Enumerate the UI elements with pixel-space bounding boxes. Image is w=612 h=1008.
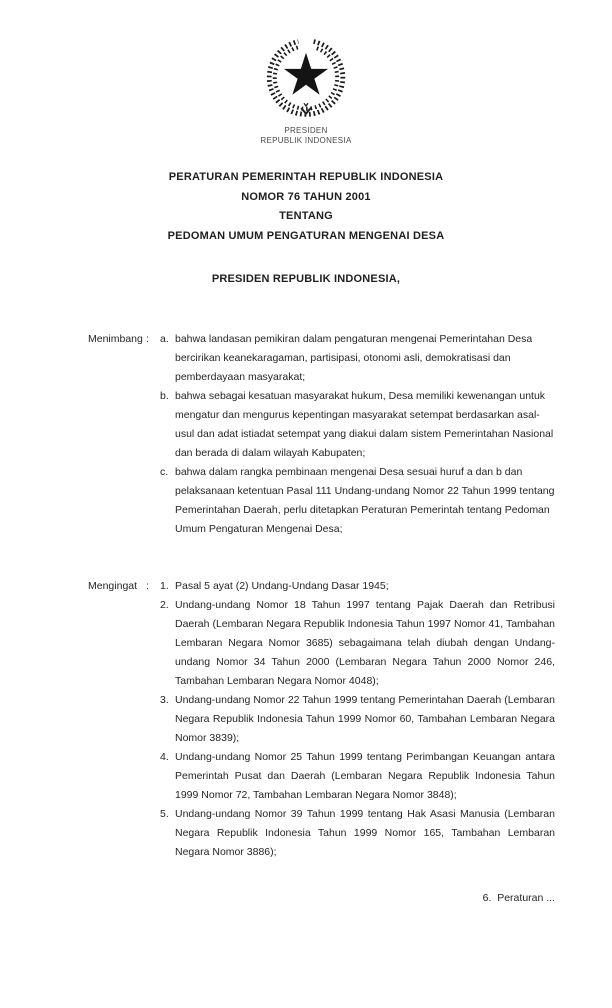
item-text: Undang-undang Nomor 22 Tahun 1999 tentang Pemerintahan Daerah (Lembaran Negara Republik Indonesia Tahun 1999 Nomor 60, Tambahan Lembaran Negara Nomor 3839); xyxy=(175,694,555,744)
mengingat-label: Mengingat xyxy=(88,580,138,592)
mengingat-items xyxy=(160,577,555,862)
title-line-peraturan: PERATURAN PEMERINTAH REPUBLIK INDONESIA xyxy=(168,171,444,183)
page-catchword: 6. Peraturan ... xyxy=(482,892,555,904)
title-block xyxy=(0,168,612,246)
mengingat-separator: : xyxy=(146,580,149,592)
menimbang-separator: : xyxy=(146,333,149,345)
seal-caption-republik-indonesia: REPUBLIK INDONESIA xyxy=(260,136,352,145)
item-marker: 2. xyxy=(160,599,169,611)
item-marker: 3. xyxy=(160,694,169,706)
list-item xyxy=(160,577,555,596)
item-text: bahwa landasan pemikiran dalam pengaturan mengenai Pemerintahan Desa bercirikan keanekaragaman, partisipasi, otonomi asli, demokratisasi dan pemberdayaan masyarakat; xyxy=(175,333,533,383)
list-item xyxy=(160,805,555,862)
star-wreath-presidential-seal-icon xyxy=(258,28,354,124)
list-item xyxy=(160,330,555,387)
item-text: Undang-undang Nomor 25 Tahun 1999 tentang Perimbangan Keuangan antara Pemerintah Pusat dan Daerah (Lembaran Negara Republik Indonesia Tahun 1999 Nomor 72, Tambahan Lembaran Negara Nomor 3848); xyxy=(175,751,555,801)
item-marker: 1. xyxy=(160,580,169,592)
salutation: PRESIDEN REPUBLIK INDONESIA, xyxy=(211,273,401,285)
title-line-nomor: NOMOR 76 TAHUN 2001 xyxy=(241,190,371,203)
list-item xyxy=(160,387,555,463)
item-marker: 5. xyxy=(160,808,169,820)
item-text: Undang-undang Nomor 39 Tahun 1999 tentang Hak Asasi Manusia (Lembaran Negara Republik Indonesia Tahun 1999 Nomor 165, Tambahan Lembaran Negara Nomor 3886); xyxy=(175,808,555,858)
item-marker: c. xyxy=(160,466,169,478)
seal-header xyxy=(0,28,612,146)
item-marker: b. xyxy=(160,390,169,402)
item-marker: a. xyxy=(160,333,169,345)
section-menimbang xyxy=(0,330,612,539)
title-line-tentang: TENTANG xyxy=(279,210,333,222)
title-line-pedoman: PEDOMAN UMUM PENGATURAN MENGENAI DESA xyxy=(167,229,445,242)
item-text: bahwa sebagai kesatuan masyarakat hukum, Desa memiliki kewenangan untuk mengatur dan mengurus kepentingan masyarakat setempat berdasarkan asal-usul dan adat istiadat setempat yang diakui dalam sistem Pemerintahan Nasional dan berada di dalam wilayah Kabupaten; xyxy=(175,390,554,459)
menimbang-items xyxy=(160,330,555,539)
item-text: Undang-undang Nomor 18 Tahun 1997 tentang Pajak Daerah dan Retribusi Daerah (Lembaran Negara Republik Indonesia Tahun 1997 Nomor 41, Tambahan Lembaran Negara Nomor 3685) sebagaimana telah diubah dengan Undang-undang Nomor 34 Tahun 2000 (Lembaran Negara Tahun 2000 Nomor 246, Tambahan Lembaran Negara Nomor 4048); xyxy=(175,599,555,687)
item-text: bahwa dalam rangka pembinaan mengenai Desa sesuai huruf a dan b dan pelaksanaan ketentuan Pasal 111 Undang-undang Nomor 22 Tahun 1999 tentang Pemerintahan Daerah, perlu ditetapkan Peraturan Pemerintah tentang Pedoman Umum Pengaturan Mengenai Desa; xyxy=(175,466,555,535)
section-mengingat xyxy=(0,577,612,862)
list-item xyxy=(160,596,555,691)
item-marker: 4. xyxy=(160,751,169,763)
seal-caption-presiden: PRESIDEN xyxy=(284,126,328,135)
item-text: Pasal 5 ayat (2) Undang-Undang Dasar 1945; xyxy=(175,580,389,592)
list-item xyxy=(160,691,555,748)
list-item xyxy=(160,463,555,539)
menimbang-label: Menimbang xyxy=(88,333,143,345)
list-item xyxy=(160,748,555,805)
